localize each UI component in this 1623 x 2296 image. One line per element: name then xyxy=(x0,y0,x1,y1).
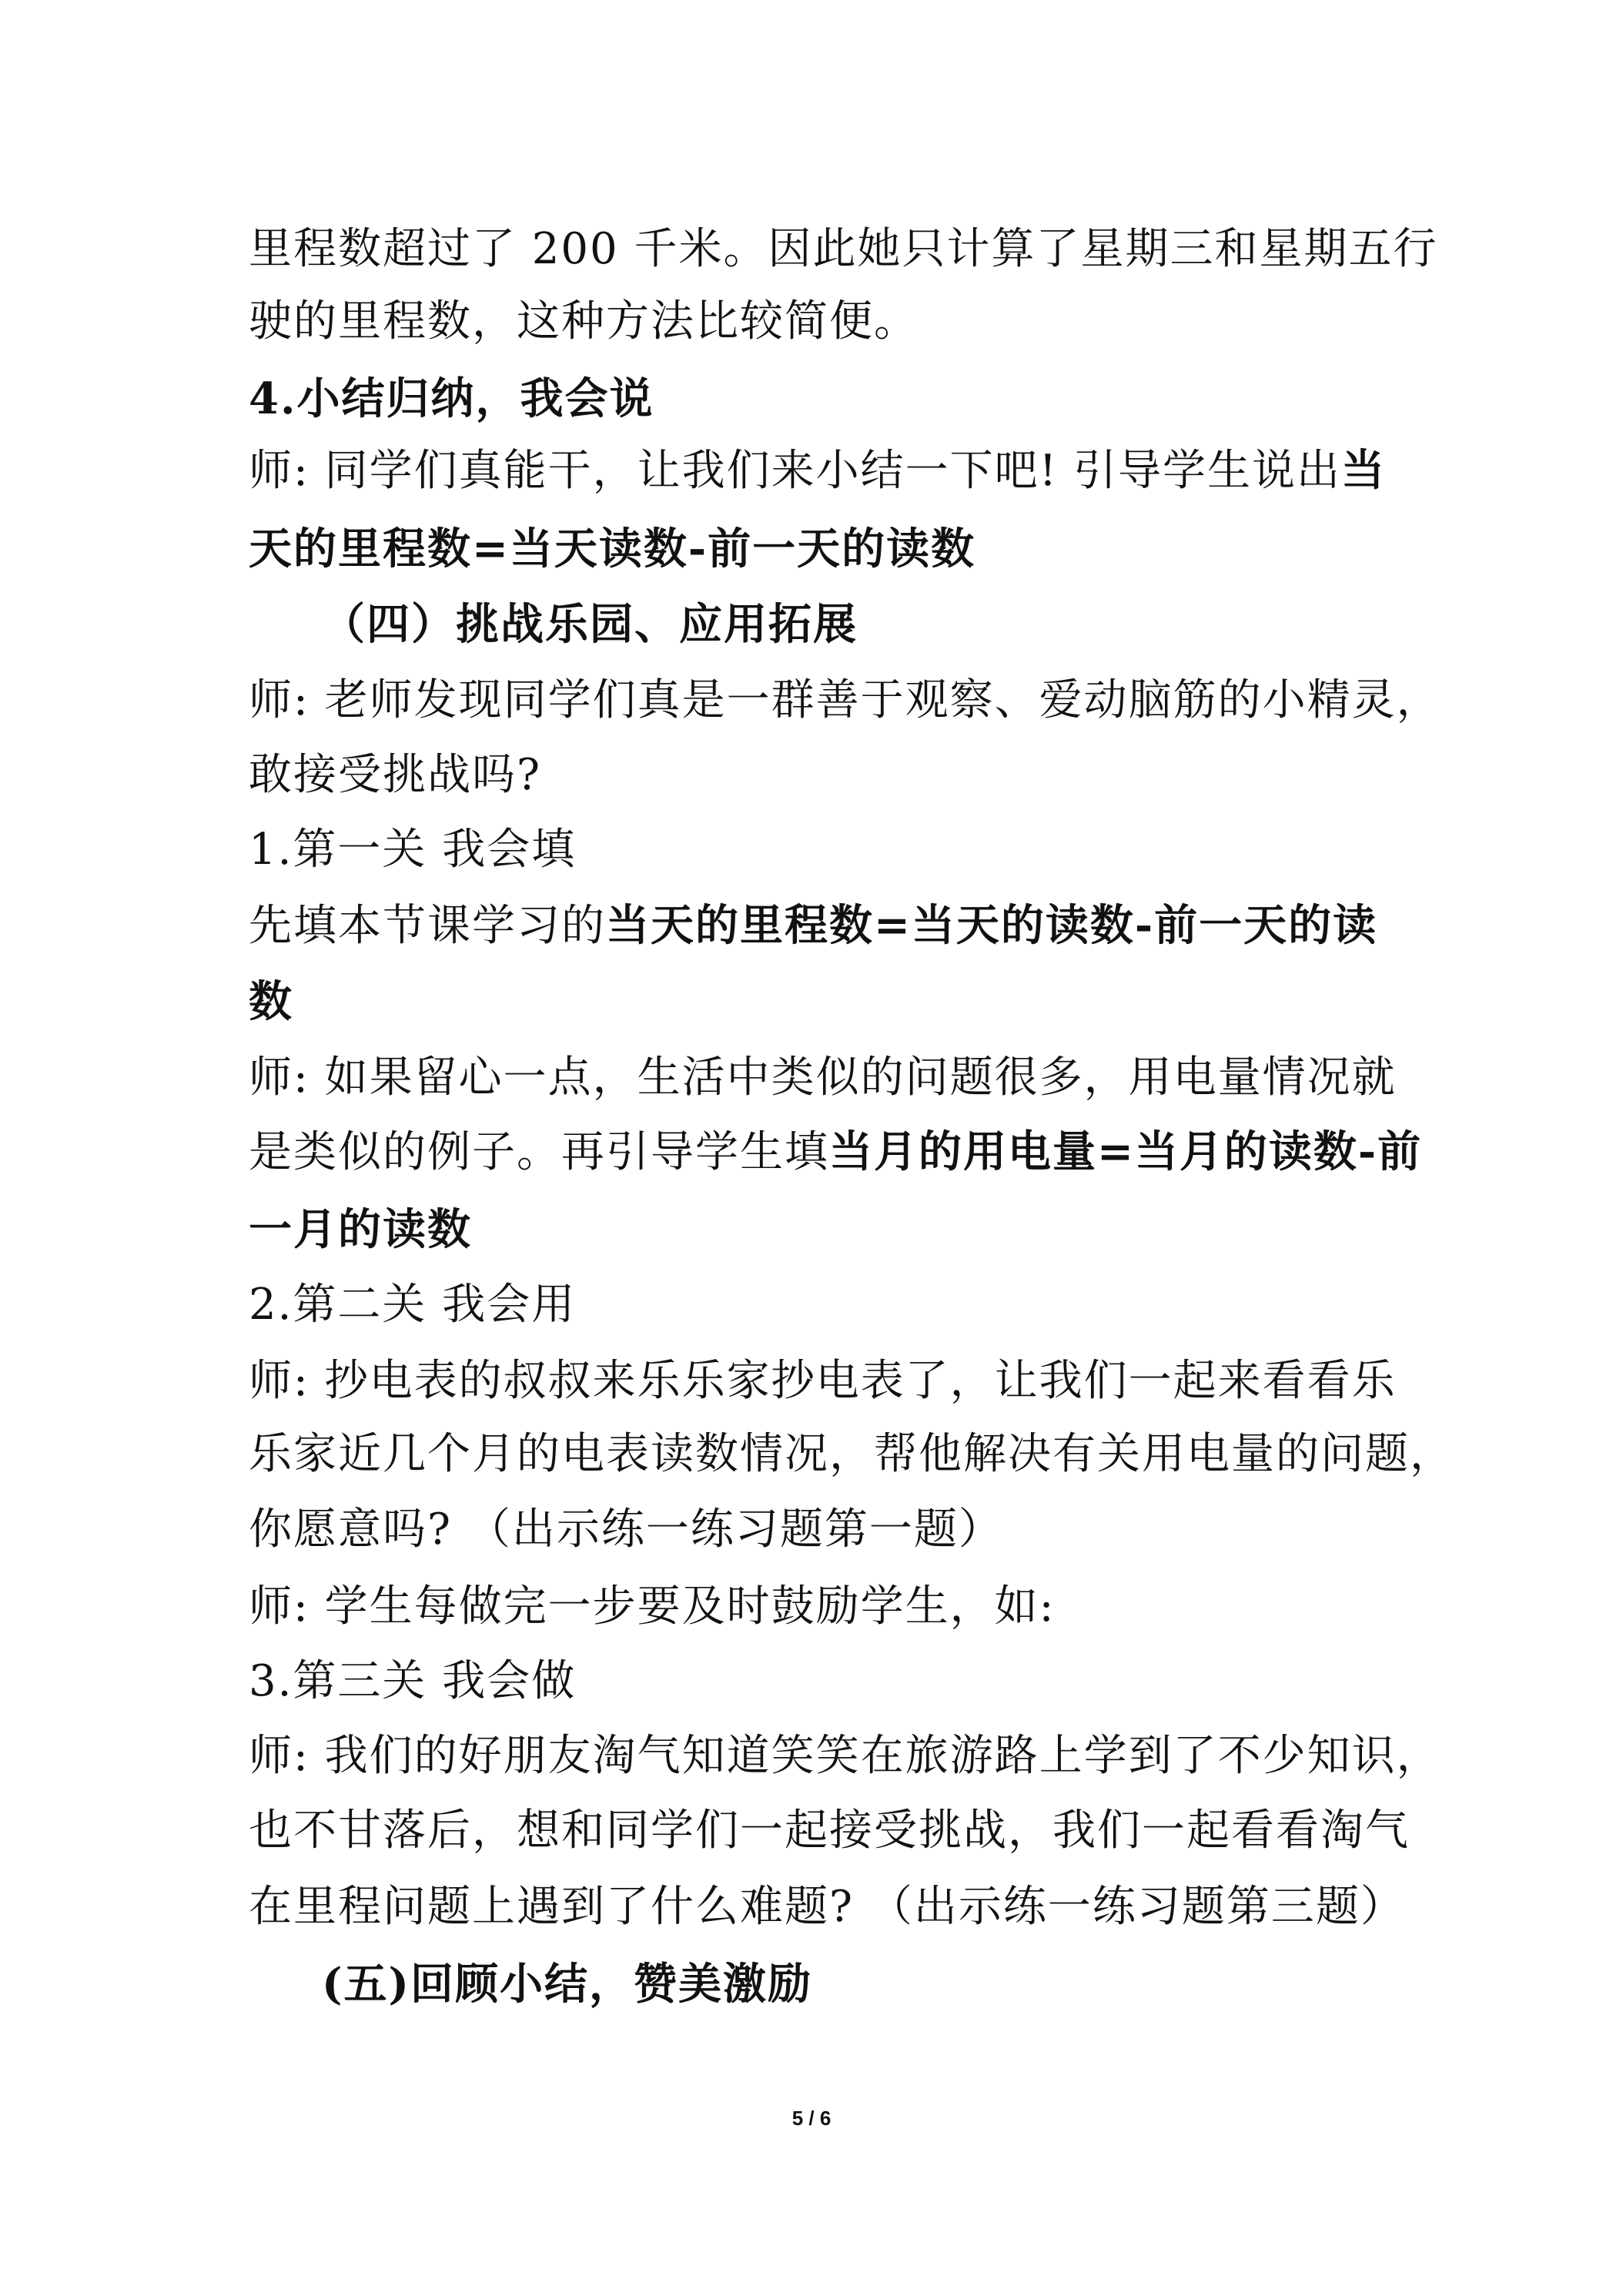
text-line xyxy=(249,1277,576,1333)
page-number: 5 / 6 xyxy=(791,2107,832,2130)
text-line xyxy=(249,974,293,1030)
text-line xyxy=(249,1502,1003,1558)
text: 师: 老师发现同学们真是一群善于观察、爱动脑筋的小精灵， xyxy=(249,675,1441,725)
text-line xyxy=(249,1729,1441,1784)
bold-text: 当天的里程数=当天的读数-前一天的读 xyxy=(606,900,1378,951)
bold-text: 天的里程数=当天读数-前一天的读数 xyxy=(249,524,976,574)
bold-text: 一月的读数 xyxy=(249,1204,472,1255)
text: 师: 抄电表的叔叔来乐乐家抄电表了，让我们一起来看看乐 xyxy=(249,1356,1397,1406)
text: 在里程问题上遇到了什么难题? （出示练一练习题第三题） xyxy=(249,1882,1405,1932)
text: 3.第三关 我会做 xyxy=(249,1656,577,1706)
text: 里程数超过了 200 千米。因此她只计算了星期三和星期五行 xyxy=(249,224,1438,274)
text-line xyxy=(249,1202,472,1258)
text: 1.第一关 我会填 xyxy=(249,825,577,875)
text-line xyxy=(249,222,1438,277)
text-line xyxy=(322,597,858,653)
text-line xyxy=(249,748,541,803)
text: 师: 同学们真能干，让我们来小结一下吧! 引导学生说出 xyxy=(249,446,1341,496)
text: 乐家近几个月的电表读数情况，帮他解决有关用电量的问题， xyxy=(249,1429,1454,1479)
text-line xyxy=(322,1956,812,2013)
text: 师: 我们的好朋友淘气知道笑笑在旅游路上学到了不少知识， xyxy=(249,1731,1441,1781)
text: 是类似的例子。再引导学生填 xyxy=(249,1127,829,1177)
text: 驶的里程数，这种方法比较简便。 xyxy=(249,296,919,346)
text-line xyxy=(249,1879,1405,1935)
text-line xyxy=(249,443,1386,499)
text-line xyxy=(249,1124,1422,1180)
text: 2.第二关 我会用 xyxy=(249,1280,577,1330)
text: 先填本节课学习的 xyxy=(249,901,606,951)
bold-text: (五)回顾小结，赞美激励 xyxy=(322,1959,812,2010)
bold-text: 当 xyxy=(1340,445,1386,496)
text-line xyxy=(249,1803,1410,1859)
bold-text: 当月的用电量=当月的读数-前 xyxy=(829,1126,1423,1177)
text-line xyxy=(249,294,919,350)
text-line xyxy=(249,371,654,427)
text: 也不甘落后，想和同学们一起接受挑战，我们一起看看淘气 xyxy=(249,1806,1410,1856)
text-line xyxy=(249,1354,1397,1409)
text-line xyxy=(249,1427,1454,1482)
bold-text: （四）挑战乐园、应用拓展 xyxy=(322,599,858,650)
text: 师: 如果留心一点，生活中类似的问题很多，用电量情况就 xyxy=(249,1053,1397,1103)
text-line xyxy=(249,1050,1397,1106)
text-line xyxy=(249,673,1441,728)
text-line xyxy=(249,1579,1056,1635)
text-line xyxy=(249,898,1377,954)
text: 师: 学生每做完一步要及时鼓励学生，如: xyxy=(249,1581,1056,1632)
text: 敢接受挑战吗? xyxy=(249,750,542,800)
text-line xyxy=(249,521,975,577)
bold-text: 数 xyxy=(249,976,293,1027)
text: 你愿意吗? （出示练一练习题第一题） xyxy=(249,1504,1003,1555)
text-line xyxy=(249,822,576,878)
text-line xyxy=(249,1654,576,1709)
bold-text: 4.小结归纳，我会说 xyxy=(249,373,654,424)
